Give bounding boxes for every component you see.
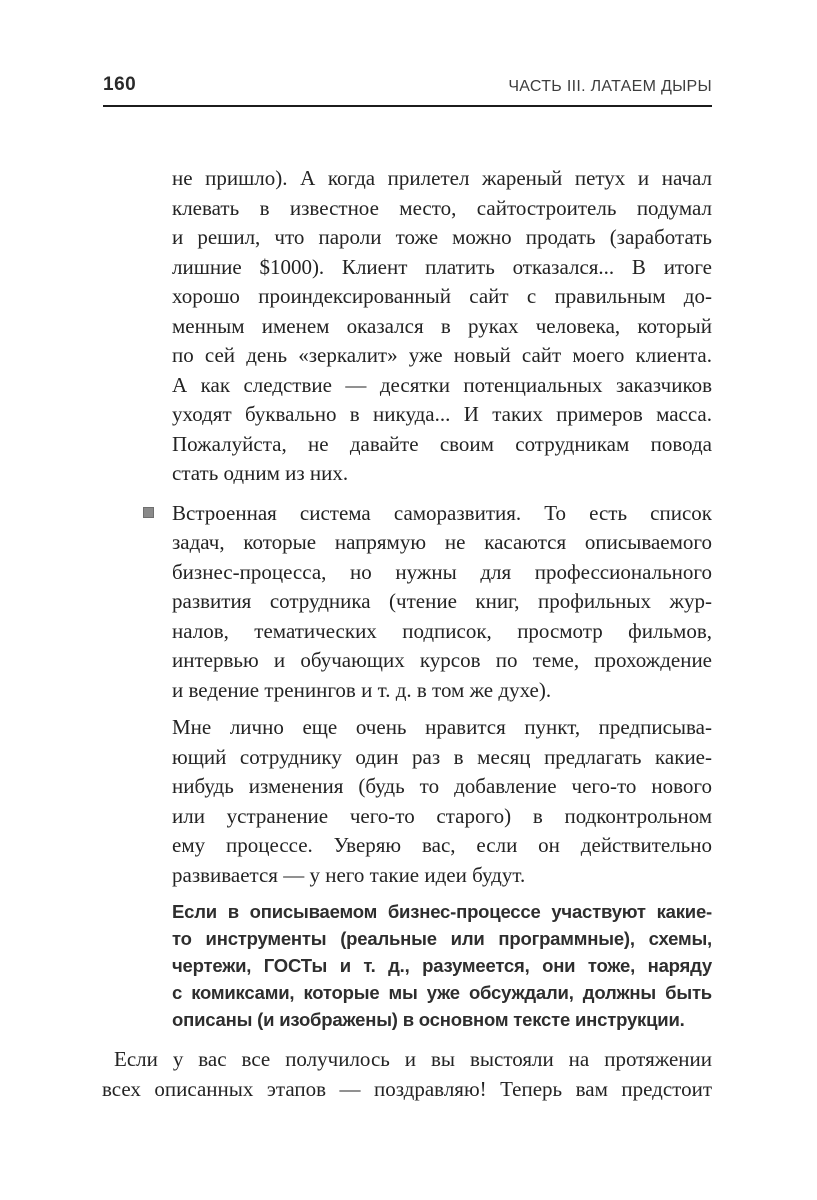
text-line: Встроенная система саморазвития. То есть список <box>172 500 712 525</box>
text-line: А как следствие — десятки потенциальных заказчиков <box>172 372 712 397</box>
closing-paragraph <box>102 1045 712 1104</box>
text-line: чертежи, ГОСТы и т. д., разумеется, они тоже, наряду <box>172 955 712 976</box>
text-line: развивается — у него такие идеи будут. <box>172 862 526 887</box>
bold-note-block <box>172 898 712 1033</box>
bullet-item-text <box>172 499 712 706</box>
square-bullet-icon <box>143 507 154 518</box>
text-line: Если в описываемом бизнес-процессе участвуют какие- <box>172 901 712 922</box>
page-number: 160 <box>103 74 137 95</box>
text-line: с комиксами, которые мы уже обсуждали, должны быть <box>172 982 712 1003</box>
text-line: налов, тематических подписок, просмотр фильмов, <box>172 618 712 643</box>
text-line: лишние $1000). Клиент платить отказался... В итоге <box>172 254 712 279</box>
text-line: или устранение чего-то старого) в подконтрольном <box>172 803 712 828</box>
page-body <box>102 164 712 1104</box>
running-title: ЧАСТЬ III. ЛАТАЕМ ДЫРЫ <box>508 78 712 95</box>
text-line: описаны (и изображены) в основном тексте инструкции. <box>172 1009 685 1030</box>
text-line: ющий сотруднику один раз в месяц предлагать какие- <box>172 744 712 769</box>
text-line: и ведение тренингов и т. д. в том же духе). <box>172 677 552 702</box>
text-line: по сей день «зеркалит» уже новый сайт моего клиента. <box>172 343 712 367</box>
text-line: клевать в известное место, сайтостроитель подумал <box>172 195 712 220</box>
text-line: и решил, что пароли тоже можно продать (заработать <box>172 225 712 249</box>
text-line: Мне лично еще очень нравится пункт, предписыва- <box>172 715 712 739</box>
paragraph-personal-note <box>172 713 712 890</box>
text-line: Если у вас все получилось и вы выстояли на протяжении <box>114 1047 712 1071</box>
text-line: задач, которые напрямую не касаются описываемого <box>172 530 712 554</box>
running-header <box>103 60 712 107</box>
text-line: не пришло). А когда прилетел жареный петух и начал <box>172 166 712 190</box>
text-line: всех описанных этапов — поздравляю! Теперь вам предстоит <box>102 1076 712 1101</box>
text-line: Пожалуйста, не давайте своим сотрудникам повода <box>172 431 712 456</box>
text-line: интервью и обучающих курсов по теме, прохождение <box>172 648 712 672</box>
text-line: бизнес-процесса, но нужны для профессионального <box>172 559 712 584</box>
paragraph-continuation <box>172 164 712 489</box>
bullet-list-item <box>172 499 712 706</box>
text-line: то инструменты (реальные или программные), схемы, <box>172 928 712 949</box>
text-line: хорошо проиндексированный сайт с правильным до- <box>172 284 712 308</box>
text-line: нибудь изменения (будь то добавление чего-то нового <box>172 774 712 798</box>
text-line: стать одним из них. <box>172 461 349 485</box>
text-line: ему процессе. Уверяю вас, если он действительно <box>172 833 712 857</box>
text-line: развития сотрудника (чтение книг, профильных жур- <box>172 589 712 613</box>
text-line: уходят буквально в никуда... И таких примеров масса. <box>172 402 712 426</box>
text-line: менным именем оказался в руках человека, который <box>172 313 712 338</box>
